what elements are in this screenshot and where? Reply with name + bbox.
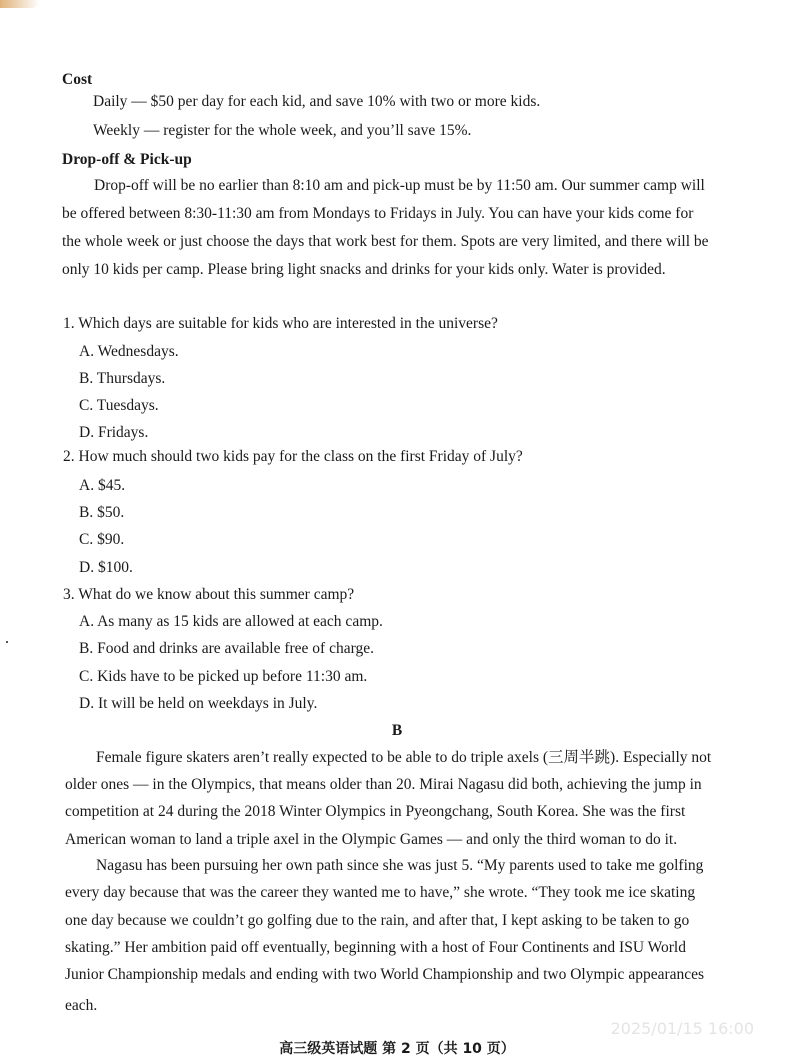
section-b-heading: B: [391, 722, 403, 739]
question-2-option-b: B. $50.: [79, 504, 125, 521]
question-3-option-a: A. As many as 15 kids are allowed at each camp.: [79, 613, 383, 630]
question-2-option-c: C. $90.: [79, 531, 125, 548]
scan-speck: [6, 641, 8, 643]
question-1-option-b: B. Thursdays.: [79, 370, 166, 387]
question-2-stem: 2. How much should two kids pay for the class on the first Friday of July?: [63, 448, 523, 465]
cost-heading: Cost: [62, 71, 93, 88]
dropoff-line-4: only 10 kids per camp. Please bring light snacks and drinks for your kids only. Water is provided.: [62, 261, 666, 278]
question-2-option-a: A. $45.: [79, 477, 126, 494]
cost-daily-line: Daily — $50 per day for each kid, and save 10% with two or more kids.: [93, 93, 541, 110]
page-footer: 高三级英语试题 第 2 页（共 10 页）: [279, 1041, 515, 1057]
question-1-stem: 1. Which days are suitable for kids who are interested in the universe?: [63, 315, 498, 332]
question-3-option-b: B. Food and drinks are available free of charge.: [79, 640, 374, 657]
passage-b-para1-line-4: American woman to land a triple axel in the Olympic Games — and only the third woman to do it.: [65, 831, 678, 848]
passage-b-para1-line-1: Female figure skaters aren’t really expected to be able to do triple axels (三周半跳). Especially not: [96, 749, 712, 766]
passage-b-para2-line-5: Junior Championship medals and ending with two World Championship and two Olympic appearances: [65, 966, 705, 983]
dropoff-line-1: Drop-off will be no earlier than 8:10 am and pick-up must be by 11:50 am. Our summer camp will: [94, 177, 705, 194]
question-3-option-c: C. Kids have to be picked up before 11:30 am.: [79, 668, 368, 685]
cost-weekly-line: Weekly — register for the whole week, and you’ll save 15%.: [93, 122, 472, 139]
passage-b-para2-line-1: Nagasu has been pursuing her own path since she was just 5. “My parents used to take me golfing: [96, 857, 704, 874]
question-1-option-d: D. Fridays.: [79, 424, 149, 441]
passage-b-para2-line-6: each.: [65, 997, 98, 1014]
question-3-stem: 3. What do we know about this summer camp?: [63, 586, 355, 603]
passage-b-para2-line-3: one day because we couldn’t go golfing due to the rain, and after that, I kept asking to be taken to go: [65, 912, 690, 929]
passage-b-para1-line-2: older ones — in the Olympics, that means older than 20. Mirai Nagasu did both, achieving the jump in: [65, 776, 702, 793]
passage-b-para2-line-2: every day because that was the career they wanted me to have,” she wrote. “They took me ice skating: [65, 884, 696, 901]
dropoff-line-3: the whole week or just choose the days that work best for them. Spots are very limited, and there will be: [62, 233, 709, 250]
question-2-option-d: D. $100.: [79, 559, 133, 576]
question-1-option-c: C. Tuesdays.: [79, 397, 159, 414]
passage-b-para1-line-3: competition at 24 during the 2018 Winter Olympics in Pyeongchang, South Korea. She was the first: [65, 803, 686, 820]
dropoff-line-2: be offered between 8:30-11:30 am from Mondays to Fridays in July. You can have your kids come for: [62, 205, 694, 222]
passage-b-para2-line-4: skating.” Her ambition paid off eventually, beginning with a host of Four Continents and ISU World: [65, 939, 686, 956]
question-3-option-d: D. It will be held on weekdays in July.: [79, 695, 318, 712]
question-1-option-a: A. Wednesdays.: [79, 343, 179, 360]
scan-timestamp-watermark: 2025/01/15 16:00: [610, 1019, 754, 1038]
corner-tape-mark: [0, 0, 40, 8]
dropoff-heading: Drop-off & Pick-up: [62, 151, 192, 168]
